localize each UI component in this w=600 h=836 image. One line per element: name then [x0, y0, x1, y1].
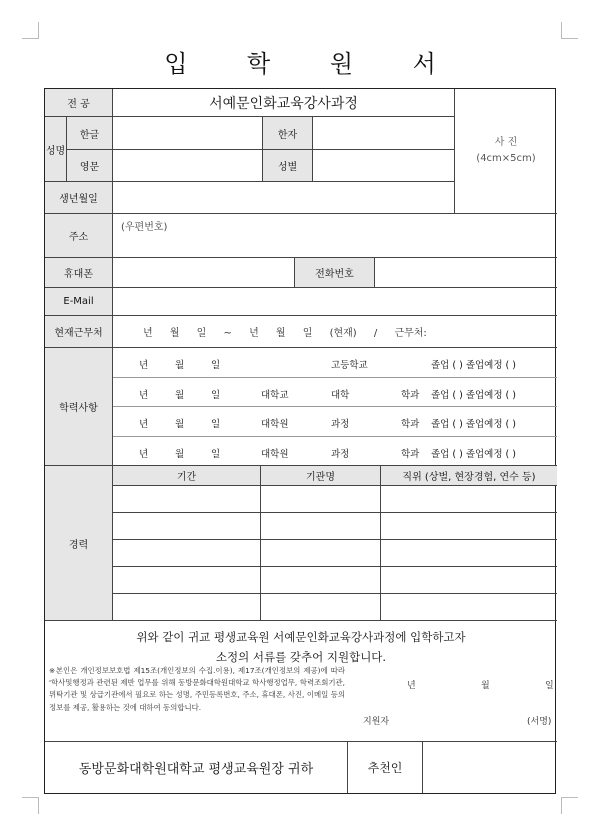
- education-d: 일: [211, 389, 221, 401]
- education-row[interactable]: [113, 378, 557, 408]
- education-row[interactable]: [113, 407, 557, 437]
- education-m: 월: [175, 448, 185, 460]
- career-position-field[interactable]: [381, 540, 557, 567]
- education-y: 년: [139, 419, 149, 430]
- mobile-field[interactable]: [113, 258, 295, 288]
- career-header-position: 직위 (상벌, 현장경험, 연수 등): [381, 466, 557, 486]
- education-school: 대학교: [261, 389, 289, 401]
- major-label: 전 공: [45, 89, 113, 117]
- education-y: 년: [139, 389, 149, 401]
- recommender-label: 추천인: [347, 741, 423, 793]
- current-work-label: 현재근무처: [45, 316, 113, 348]
- photo-label: 사 진: [494, 137, 518, 148]
- career-period-field[interactable]: [113, 594, 261, 621]
- career-label: 경력: [45, 466, 113, 621]
- crop-mark-bottom-right: [561, 797, 578, 814]
- education-status: 졸업 ( ) 졸업예정 ( ): [431, 389, 516, 401]
- applicant-label: 지원자: [363, 717, 390, 727]
- career-position-field[interactable]: [381, 513, 557, 540]
- education-status: 졸업 ( ) 졸업예정 ( ): [431, 360, 516, 371]
- hangul-label: 한글: [67, 117, 113, 150]
- career-position-field[interactable]: [381, 594, 557, 621]
- career-institution-field[interactable]: [261, 513, 381, 540]
- hangul-name-field[interactable]: [113, 117, 263, 150]
- education-label: 학력사항: [45, 348, 113, 466]
- education-m: 월: [175, 360, 185, 371]
- career-institution-field[interactable]: [261, 486, 381, 513]
- birth-label: 생년월일: [45, 182, 113, 214]
- hanja-name-field[interactable]: [313, 117, 455, 150]
- crop-mark-top-left: [22, 22, 39, 39]
- education-d: 일: [211, 360, 221, 371]
- education-y: 년: [139, 448, 149, 460]
- privacy-consent-text: ※본인은 개인정보보호법 제15조(개인정보의 수집.이용), 제17조(개인정보의 제공)에 따라 '학사및행정과 관련된 제반 업무를 위해 동방문화대학원대학교 학사행정업무, 학력조회기관, 뮈탁기관 및 상급기관에서 필요로 하는 성명, 주민등록번호, 주소, 휴대폰, 사진, 이메일 등의 정보를 제공, 활용하는 것에 대하여 동의합니다.: [49, 666, 345, 712]
- career-period-field[interactable]: [113, 540, 261, 567]
- recipient-line: 동방문화대학원대학교 평생교육원장 귀하: [78, 761, 314, 777]
- education-m: 월: [175, 389, 185, 401]
- english-label: 영문: [67, 150, 113, 182]
- education-row[interactable]: [113, 437, 557, 467]
- education-status: 졸업 ( ) 졸업예정 ( ): [431, 448, 516, 460]
- education-m: 월: [175, 419, 185, 430]
- mobile-label: 휴대폰: [45, 258, 113, 288]
- hanja-label: 한자: [263, 117, 313, 150]
- education-y: 년: [139, 360, 149, 371]
- gender-label: 성별: [263, 150, 313, 182]
- education-d: 일: [211, 448, 221, 460]
- name-label: 성명: [45, 117, 67, 182]
- education-d: 일: [211, 419, 221, 430]
- date-year: 년: [407, 681, 416, 691]
- education-dept: 대학: [331, 389, 350, 401]
- education-dept: 과정: [331, 448, 350, 460]
- page-title: 입 학 원 서: [164, 50, 462, 78]
- career-position-field[interactable]: [381, 567, 557, 594]
- email-field[interactable]: [113, 288, 557, 316]
- crop-mark-bottom-left: [22, 797, 39, 814]
- email-label: E-Mail: [45, 288, 113, 316]
- pledge-line-2: 소정의 서류를 갖추어 지원합니다.: [215, 650, 387, 664]
- application-form: [44, 88, 556, 794]
- education-status: 졸업 ( ) 졸업예정 ( ): [431, 419, 516, 430]
- crop-mark-top-right: [561, 22, 578, 39]
- education-school: 대학원: [261, 448, 289, 460]
- education-subject: 학과: [401, 448, 420, 460]
- signature-label[interactable]: (서명): [527, 717, 552, 727]
- career-header-period: 기간: [113, 466, 261, 486]
- photo-size: (4cm×5cm): [476, 153, 536, 164]
- recommender-field[interactable]: [423, 741, 557, 793]
- pledge-line-1: 위와 같이 귀교 평생교육원 서예문인화교육강사과정에 입학하고자: [136, 630, 466, 644]
- birth-field[interactable]: [113, 182, 455, 214]
- current-work-field[interactable]: 년 월 일 ~ 년 월 일 (현재) / 근무처:: [113, 316, 557, 348]
- education-dept: 고등학교: [331, 360, 368, 371]
- english-name-field[interactable]: [113, 150, 263, 182]
- education-school: 대학원: [261, 419, 289, 430]
- phone-field[interactable]: [375, 258, 557, 288]
- address-label: 주소: [45, 214, 113, 258]
- career-period-field[interactable]: [113, 567, 261, 594]
- career-period-field[interactable]: [113, 486, 261, 513]
- gender-field[interactable]: [313, 150, 455, 182]
- phone-label: 전화번호: [295, 258, 375, 288]
- address-field[interactable]: [113, 214, 557, 258]
- career-institution-field[interactable]: [261, 567, 381, 594]
- career-period-field[interactable]: [113, 513, 261, 540]
- date-day: 일: [545, 681, 554, 691]
- photo-box[interactable]: [455, 89, 557, 214]
- career-institution-field[interactable]: [261, 540, 381, 567]
- education-row[interactable]: [113, 348, 557, 378]
- education-subject: 학과: [401, 389, 420, 401]
- career-position-field[interactable]: [381, 486, 557, 513]
- education-dept: 과정: [331, 419, 350, 430]
- education-subject: 학과: [401, 419, 420, 430]
- career-institution-field[interactable]: [261, 594, 381, 621]
- postal-code-hint: (우편번호): [121, 222, 168, 233]
- career-header-institution: 기관명: [261, 466, 381, 486]
- major-value: 서예문인화교육강사과정: [113, 89, 455, 117]
- date-month: 월: [481, 681, 490, 691]
